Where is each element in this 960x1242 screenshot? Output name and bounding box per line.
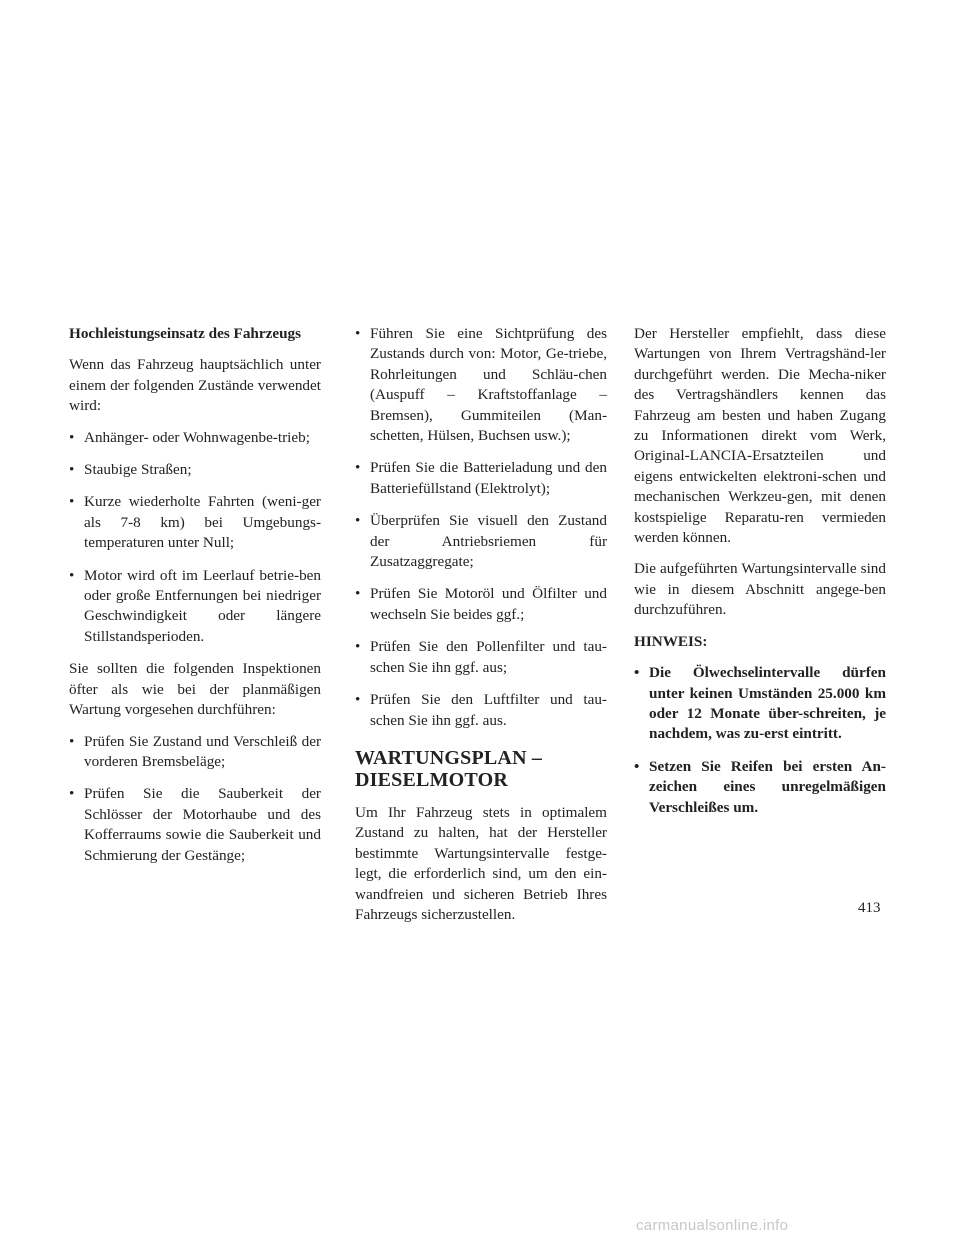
list-item: • Anhänger- oder Wohnwagenbe-trieb; [69, 428, 321, 448]
bullet-icon: • [355, 459, 361, 477]
bullet-icon: • [634, 664, 640, 682]
bullet-icon: • [355, 512, 361, 530]
intro-paragraph: Wenn das Fahrzeug hauptsächlich unter einem der folgenden Zustände verwendet wird: [69, 356, 321, 415]
column-left [69, 324, 321, 878]
list-item: • Prüfen Sie den Pollenfilter und tau-schen Sie ihn ggf. aus; [355, 638, 607, 676]
inspections-list-part1 [69, 732, 321, 866]
list-item: • Prüfen Sie Zustand und Verschleiß der vorderen Bremsbeläge; [69, 732, 321, 770]
bullet-icon: • [69, 493, 75, 511]
inspections-list-part2 [355, 324, 607, 731]
bullet-icon: • [69, 566, 75, 584]
column-right [634, 324, 886, 830]
section-title [355, 747, 607, 791]
list-item: • Die Ölwechselintervalle dürfen unter keinen Umständen 25.000 km oder 12 Monate über-schreiten, je nachdem, was zu-erst eintritt. [634, 664, 886, 743]
subsection-heading: Hochleistungseinsatz des Fahrzeugs [69, 325, 302, 342]
bullet-icon: • [634, 757, 640, 775]
section-title-line2: DIESELMOTOR [355, 768, 508, 791]
list-item: • Prüfen Sie die Batterieladung und den Batteriefüllstand (Elektrolyt); [355, 459, 607, 497]
bullet-icon: • [69, 428, 75, 446]
bullet-icon: • [69, 461, 75, 479]
bullet-icon: • [69, 785, 75, 803]
list-item: • Motor wird oft im Leerlauf betrie-ben oder große Entfernungen bei niedriger Geschwindigkeit oder längere Stillstandsperioden. [69, 566, 321, 645]
watermark: carmanualsonline.info [636, 1217, 789, 1234]
section-paragraph: Um Ihr Fahrzeug stets in optimalem Zustand zu halten, hat der Hersteller bestimmte Wartungsintervalle festge-legt, die erforderlich sind, um den ein-wandfreien und sicheren Betrieb Ihres Fahrzeugs sicherzustellen. [355, 803, 607, 923]
bullet-icon: • [355, 638, 361, 656]
list-item: • Prüfen Sie den Luftfilter und tau-schen Sie ihn ggf. aus. [355, 691, 607, 729]
inspection-intro-paragraph: Sie sollten die folgenden Inspektionen öfter als wie bei der planmäßigen Wartung vorgesehen durchführen: [69, 660, 321, 719]
intervals-paragraph: Die aufgeführten Wartungsintervalle sind wie in diesem Abschnitt angege-ben durchzuführen. [634, 560, 886, 619]
page-number: 413 [858, 900, 881, 916]
note-label: HINWEIS: [634, 632, 708, 650]
conditions-list [69, 428, 321, 648]
list-item: • Überprüfen Sie visuell den Zustand der Antriebsriemen für Zusatzaggregate; [355, 512, 607, 571]
notes-list [634, 663, 886, 818]
bullet-icon: • [355, 691, 361, 709]
list-item: • Prüfen Sie Motoröl und Ölfilter und wechseln Sie beides ggf.; [355, 585, 607, 623]
column-middle [355, 324, 607, 936]
dealer-paragraph: Der Hersteller empfiehlt, dass diese Wartungen von Ihrem Vertragshänd-ler durchgeführt werden. Die Mecha-niker des Vertragshändlers kennen das Fahrzeug am besten und haben Zugang zu Informationen direkt vom Werk, Original-LANCIA-Ersatzteilen und eigens entwickelten elektroni-schen und mechanischen Werkzeu-gen, mit denen kostspielige Reparatu-ren vermieden werden können. [634, 325, 886, 547]
section-title-line1: WARTUNGSPLAN – [355, 746, 543, 769]
list-item: • Staubige Straßen; [69, 460, 321, 480]
bullet-icon: • [355, 325, 361, 342]
list-item: • Kurze wiederholte Fahrten (weni-ger als 7-8 km) bei Umgebungs-temperaturen unter Null; [69, 493, 321, 552]
bullet-icon: • [69, 732, 75, 750]
list-item: • Setzen Sie Reifen bei ersten An-zeichen eines unregelmäßigen Verschleißes um. [634, 757, 886, 816]
bullet-icon: • [355, 585, 361, 603]
list-item: • Prüfen Sie die Sauberkeit der Schlösser der Motorhaube und des Kofferraums sowie die Sauberkeit und Schmierung der Gestänge; [69, 785, 321, 864]
list-item: • Führen Sie eine Sichtprüfung des Zustands durch von: Motor, Ge-triebe, Rohrleitungen und Schläu-chen (Auspuff – Kraftstoffanlage – Bremsen), Gummiteilen (Man-schetten, Hülsen, Buchsen usw.); [355, 325, 607, 445]
